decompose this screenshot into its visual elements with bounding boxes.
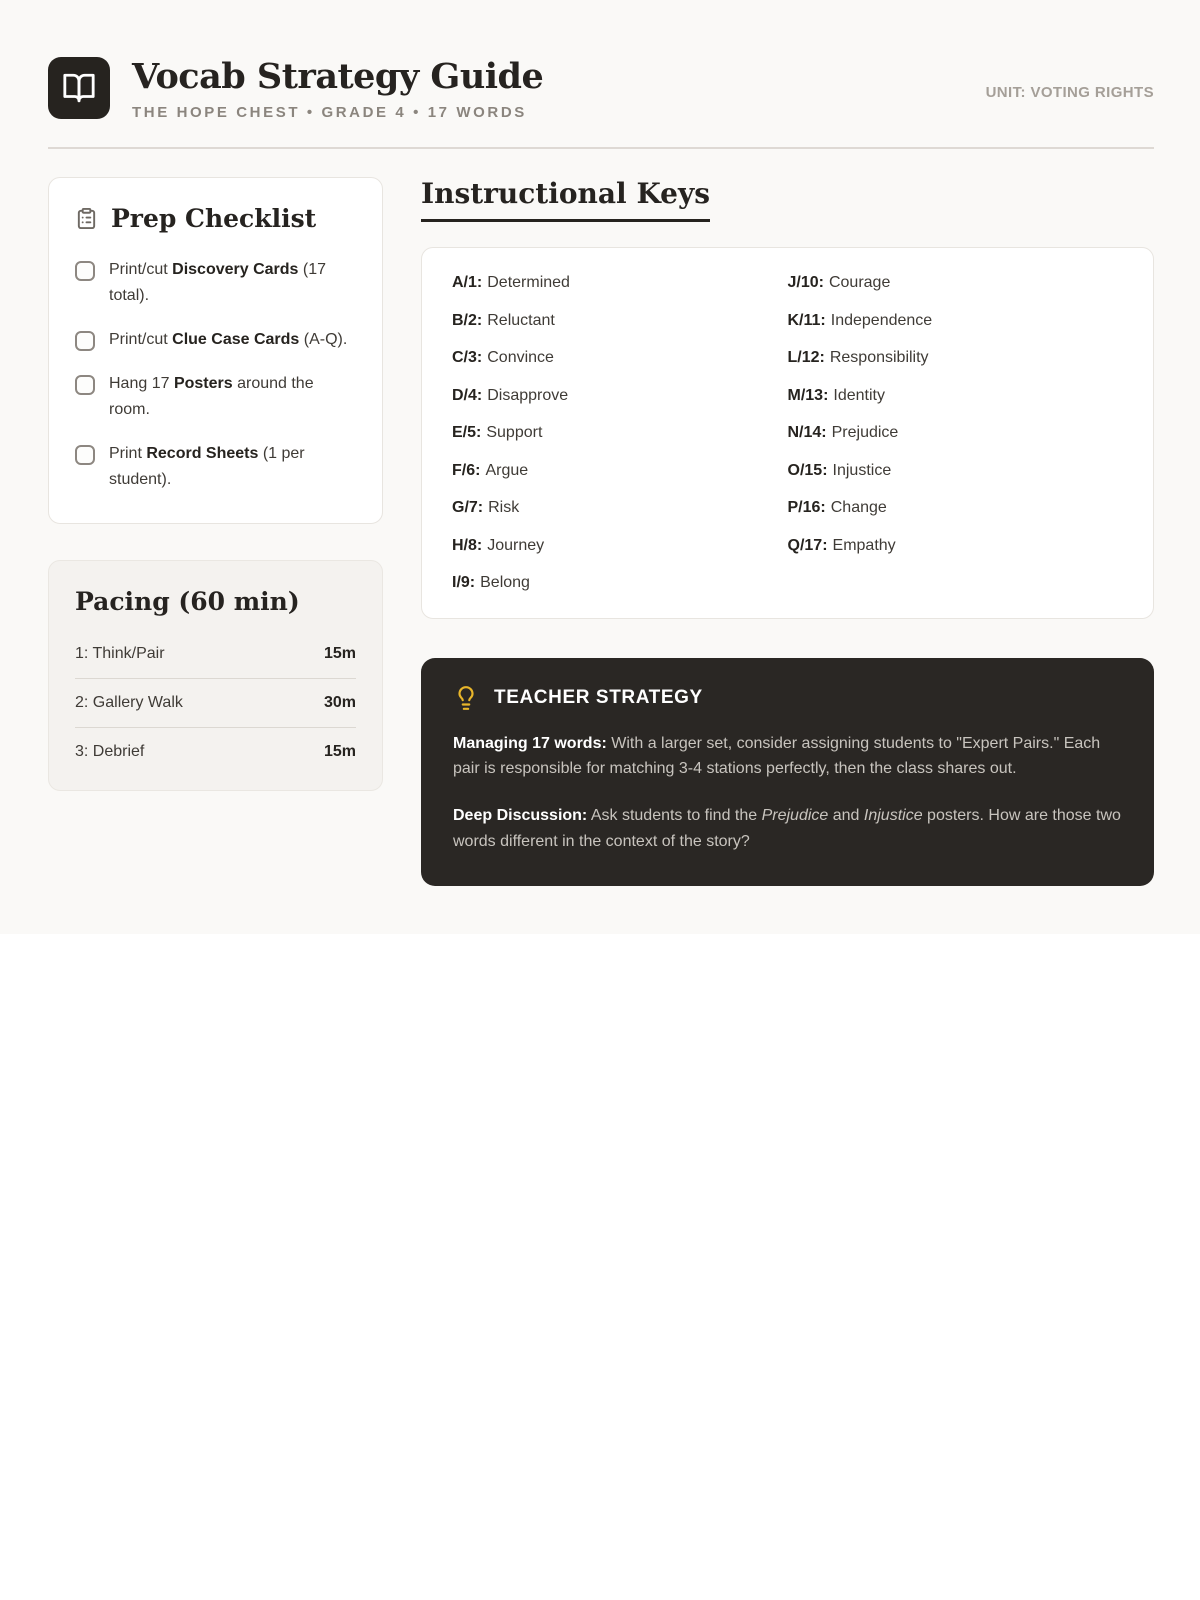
pacing-row — [75, 630, 356, 679]
page-subtitle: THE HOPE CHEST • GRADE 4 • 17 WORDS — [132, 104, 527, 122]
header-text — [132, 57, 986, 121]
pacing-row — [75, 679, 356, 728]
checklist-item-label: Hang 17 Posters around the room. — [109, 374, 314, 418]
key-item: G/7: Risk — [452, 499, 520, 517]
checklist-checkbox[interactable] — [75, 261, 95, 281]
pacing-card — [48, 560, 383, 791]
clipboard-list-icon — [75, 207, 98, 230]
teacher-strategy-title: TEACHER STRATEGY — [494, 686, 703, 708]
key-item: D/4: Disapprove — [452, 386, 569, 404]
keys-column-left — [452, 272, 788, 610]
left-column — [48, 177, 383, 790]
app-logo — [48, 57, 110, 119]
header — [48, 57, 1154, 121]
teacher-strategy-header — [453, 685, 1122, 711]
pacing-row-time: 15m — [323, 644, 356, 662]
strategy-paragraph-managing: Managing 17 words: With a larger set, consider assigning students to "Expert Pairs." Each pair is responsible for matching 3-4 stations perfectly, then the class shares out. — [453, 734, 1101, 778]
right-column — [421, 177, 1154, 886]
teacher-strategy-card — [421, 658, 1154, 886]
key-item: J/10: Courage — [787, 274, 891, 292]
instructional-keys-card — [421, 247, 1154, 619]
key-item: O/15: Injustice — [787, 461, 892, 479]
checklist-checkbox[interactable] — [75, 375, 95, 395]
key-item: B/2: Reluctant — [452, 311, 555, 329]
checklist-item-label: Print/cut Clue Case Cards (A-Q). — [109, 331, 348, 349]
checklist-item — [75, 327, 356, 353]
key-item: P/16: Change — [787, 499, 887, 517]
keys-column-right — [788, 272, 1124, 610]
prep-checklist-header — [75, 204, 356, 233]
unit-label: UNIT: VOTING RIGHTS — [985, 84, 1154, 101]
pacing-row-label: 1: Think/Pair — [75, 644, 165, 662]
checklist-checkbox[interactable] — [75, 445, 95, 465]
book-open-icon — [62, 71, 96, 105]
key-item: Q/17: Empathy — [787, 536, 896, 554]
key-item: L/12: Responsibility — [787, 349, 929, 367]
pacing-row-label: 2: Gallery Walk — [75, 693, 183, 711]
lightbulb-icon — [453, 685, 479, 711]
key-item: E/5: Support — [452, 424, 543, 442]
checklist-item-label: Print/cut Discovery Cards (17 total). — [109, 261, 327, 305]
key-item: N/14: Prejudice — [787, 424, 899, 442]
pacing-row — [75, 728, 356, 776]
pacing-row-label: 3: Debrief — [75, 742, 145, 760]
key-item: F/6: Argue — [452, 461, 529, 479]
key-item: M/13: Identity — [787, 386, 885, 404]
pacing-row-time: 15m — [323, 742, 356, 760]
checklist-item-label: Print Record Sheets (1 per student). — [109, 444, 305, 488]
key-item: A/1: Determined — [452, 274, 570, 292]
strategy-paragraph-discussion: Deep Discussion: Ask students to find the Prejudice and Injustice posters. How are those two words different in the context of the story? — [453, 807, 1121, 850]
key-item: K/11: Independence — [787, 311, 933, 329]
prep-checklist-card — [48, 177, 383, 523]
key-item: H/8: Journey — [452, 536, 545, 554]
pacing-title: Pacing (60 min) — [75, 586, 300, 616]
header-divider — [48, 147, 1154, 149]
prep-checklist-title: Prep Checklist — [111, 204, 317, 234]
checklist-checkbox[interactable] — [75, 331, 95, 351]
key-item: C/3: Convince — [452, 349, 554, 367]
checklist-item — [75, 371, 356, 423]
page-title: Vocab Strategy Guide — [132, 56, 544, 97]
pacing-row-time: 30m — [323, 693, 356, 711]
instructional-keys-title: Instructional Keys — [421, 177, 710, 222]
content-grid — [48, 177, 1154, 886]
checklist-item — [75, 441, 356, 493]
checklist-item — [75, 257, 356, 309]
key-item: I/9: Belong — [452, 574, 530, 592]
